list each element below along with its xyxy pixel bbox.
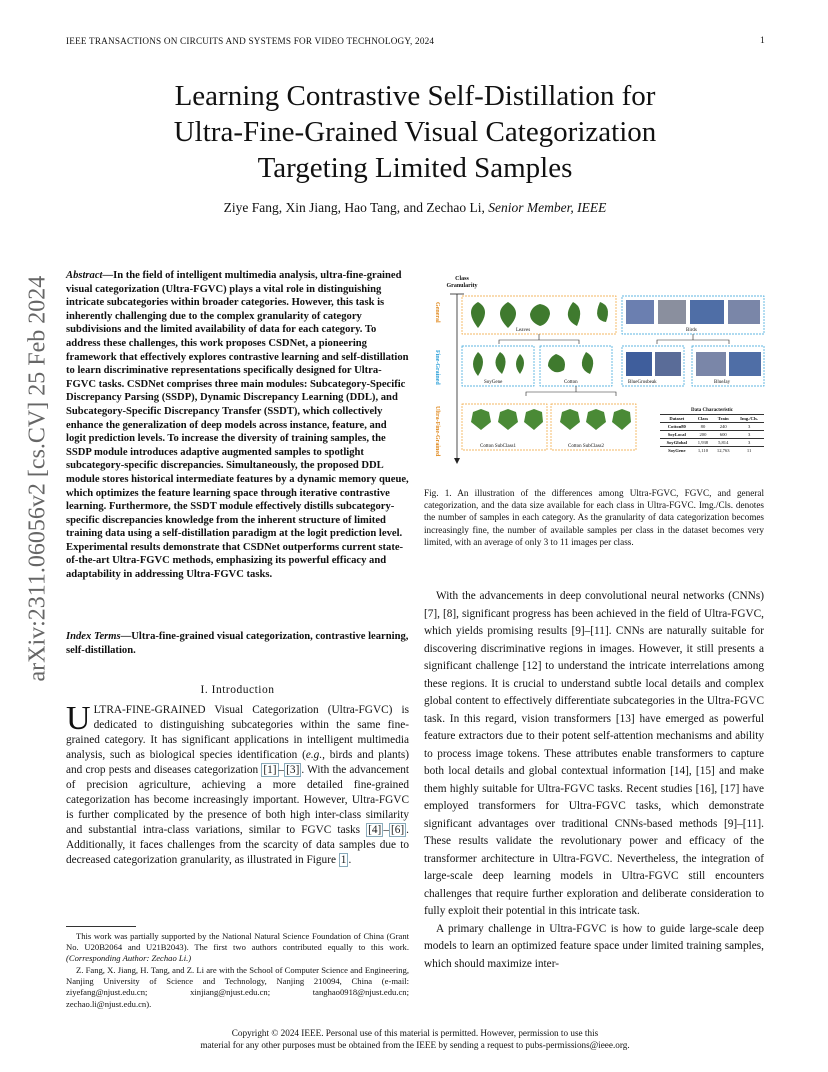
title-line-1: Learning Contrastive Self-Distillation for — [174, 80, 656, 112]
label-leaves: Leaves — [516, 328, 531, 333]
paragraph-challenge: A primary challenge in Ultra-FGVC is how to guide large-scale deep models to learn an optimized feature space under limited training samples, which should maximize inter- — [424, 922, 764, 970]
table-cell: 3 — [734, 423, 764, 431]
citation-dash: – — [278, 764, 285, 776]
footnote-rule — [66, 926, 136, 927]
figure-1 — [428, 272, 768, 467]
level-fine-grained: Fine-Grained — [434, 350, 440, 385]
title-line-3: Targeting Limited Samples — [257, 152, 573, 184]
figure-caption: Fig. 1. An illustration of the differences among Ultra-FGVC, FGVC, and general categorization, and the data size available for each class in Ultra-FGVC. Img./Cls. denotes the number of samples in each category. As the granularity of data categorization becomes increasingly fine, the number of available samples per class in the dataset becomes very limited, with an average of only 3 to 11 images per class. — [424, 488, 764, 547]
label-soygene: SoyGene — [484, 380, 503, 385]
footnote-support — [66, 931, 409, 965]
abstract-text: —In the field of intelligent multimedia analysis, ultra-fine-grained visual categorization (Ultra-FGVC) plays a vital role in distinguishing intricate subcategories within broader categories. However, this task is inherently challenging due to the complex granularity of category subdivisions and the limited availability of data for each category. To address these challenges, this work proposes CSDNet, a pioneering framework that effectively explores contrastive learning and self-distillation to learn discriminative representations specifically designed for Ultra-FGVC tasks. CSDNet comprises three main modules: Subcategory-Specific Discrepancy Parsing (SSDP), Dynamic Discrepancy Learning (DDL), and Subcategory-Specific Discrepancy Transfer (SSDT), which collectively enhance the generalization of deep models across instance, feature, and logit prediction levels. To increase the diversity of training samples, the SSDP module introduces adaptive augmented samples to spotlight subcategory-specific discrepancies. Simultaneously, the proposed DDL module stores historical intermediate features by a dynamic memory queue, which optimizes the feature learning space through iterative contrastive learning. Furthermore, the SSDT module effectively distills subcategory-specific discrepancies knowledge from the inherent structure of limited training data using a self-distillation paradigm at the logit prediction level. Experimental results demonstrate that CSDNet outperforms current state-of-the-art Ultra-FGVC methods, emphasizing its powerful efficacy and adaptability in addressing Ultra-FGVC tasks. — [66, 270, 409, 581]
level-ultra: Ultra-Fine-Grained — [434, 406, 440, 457]
table-cell: 5,814 — [712, 439, 734, 447]
label-cotton: Cotton — [564, 380, 578, 385]
table-cell: 1,110 — [694, 447, 713, 455]
table-header-cell: Train — [712, 415, 734, 423]
label-birds: Birds — [686, 328, 697, 333]
label-bluejay: BlueJay — [714, 380, 731, 385]
intro-eg: e.g., — [305, 749, 325, 761]
table-cell: 80 — [694, 423, 713, 431]
arxiv-sidebar — [18, 275, 58, 682]
intro-text: birds and plants) and crop pests and diseases categorization — [66, 749, 409, 776]
footnote-affiliation-text: Z. Fang, X. Jiang, H. Tang, and Z. Li are with the School of Computer Science and Engineering, Nanjing University of Science and Technology, Nanjing 210094, China (e-mail: ziyefang@njust.edu.cn; xinjiang@njust.edu.cn; tanghao0918@njust.edu.cn; zechao.li@njust.edu.cn). — [66, 965, 409, 1009]
copyright-line-2: material for any other purposes must be obtained from the IEEE by sending a request to pubs-permissions@ieee.org. — [200, 1040, 630, 1050]
author-list — [90, 200, 740, 216]
index-terms — [66, 630, 409, 657]
citation-link[interactable]: [4] — [368, 824, 382, 836]
intro-text: . With the advancement of precision agriculture, achieving a more detailed fine-grained categorization has become increasingly important. However, Ultra-FGVC is further complicated by the presence of both high inter-class similarity and substantial intra-class variations, similar to FGVC tasks — [66, 764, 409, 836]
table-header-cell: Dataset — [660, 415, 694, 423]
table-cell: SoyLocal — [660, 431, 694, 439]
citation-link[interactable]: [1] — [263, 764, 277, 776]
intro-text: . — [348, 854, 352, 866]
section-heading: I. Introduction — [200, 684, 275, 696]
level-general: General — [434, 302, 440, 323]
table-cell: 200 — [694, 431, 713, 439]
figure-link[interactable]: 1 — [340, 854, 347, 866]
table-cell: 3 — [734, 439, 764, 447]
right-column-text — [424, 588, 764, 973]
intro-text: LTRA-FINE-GRAINED Visual Categorization (Ultra-FGVC) is dedicated to distinguishing subcategories within the same fine-grained category. It has significant applications in intelligent multimedia analysis, such as biological species identification ( — [66, 704, 409, 761]
paper-title — [90, 78, 740, 186]
index-terms-label: Index Terms — [66, 631, 121, 642]
table-cell: 11 — [734, 447, 764, 455]
label-subclass2: Cotton SubClass2 — [568, 444, 604, 449]
table-cell: SoyGlobal — [660, 439, 694, 447]
intro-text: . Additionally, it faces challenges from the scarcity of data samples due to decreased categorization granularity, as illustrated in Figure — [66, 824, 409, 866]
table-header-cell: Class — [694, 415, 713, 423]
footnote-corresponding: (Corresponding Author: Zechao Li.) — [66, 953, 192, 964]
label-bluegrosbeak: BlueGrosbeak — [628, 380, 657, 385]
table-row — [660, 431, 764, 439]
table-cell: 240 — [712, 423, 734, 431]
copyright-notice — [90, 1027, 740, 1051]
author-role: Senior Member, IEEE — [488, 200, 607, 215]
table-row — [660, 423, 764, 431]
intro-paragraph — [66, 700, 409, 868]
arxiv-identifier: arXiv:2311.06056v2 [cs.CV] 25 Feb 2024 — [24, 275, 51, 682]
table-row — [660, 439, 764, 447]
table-cell: 1,938 — [694, 439, 713, 447]
running-header: IEEE TRANSACTIONS ON CIRCUITS AND SYSTEMS FOR VIDEO TECHNOLOGY, 2024 — [66, 36, 435, 46]
data-characteristic-table — [660, 408, 764, 454]
paragraph-cnn: With the advancements in deep convolutional neural networks (CNNs) [7], [8], significant progress has been achieved in the field of Ultra-FGVC, which yields promising results [9]–[11]. CNNs are naturally suitable for discovering discriminative regions in images. However, it still presents a significant challenge [12] to understand the intricate interrelations among these regions. It is crucial to understand subtle local details and complex global content to effectively differentiate subcategories in the Ultra-FGVC task. In this regard, vision transformers [13] have emerged as powerful feature extractors due to their potent self-attention mechanisms and ability to process image tokens. These attributes enable transformers to capture both local details and global contextual information [14], [15] and make them highly suitable for Ultra-FGVC tasks. Recent studies [16], [17] have employed transformers for Ultra-FGVC tasks, which demonstrate significant advantages over traditional CNNs-based methods [9]–[11]. These results validate the revolutionary power and efficacy of the transformer architecture in Ultra-FGVC. Nevertheless, the integration of large-scale deep learning models in Ultra-FGVC still encounters challenges that require further exploration and deliberate consideration to fully exploit their potential in this intricate task. — [424, 590, 764, 917]
drop-cap: U — [66, 700, 91, 737]
granularity-axis-label: Class Granularity — [446, 276, 478, 289]
page-number: 1 — [760, 36, 765, 46]
label-subclass1: Cotton SubClass1 — [480, 444, 516, 449]
index-terms-text: —Ultra-fine-grained visual categorization, contrastive learning, self-distillation. — [66, 631, 409, 656]
copyright-line-1: Copyright © 2024 IEEE. Personal use of this material is permitted. However, permission to use this — [231, 1028, 599, 1038]
table-cell: 3 — [734, 431, 764, 439]
citation-link[interactable]: [3] — [286, 764, 300, 776]
table-cell: 600 — [712, 431, 734, 439]
footnote-support-text: This work was partially supported by the National Natural Science Foundation of China (Grant No. U20B2064 and U21B2043). The first two authors contributed equally to this work. — [66, 931, 409, 953]
table-row — [660, 447, 764, 455]
abstract — [66, 269, 409, 582]
citation-link[interactable]: [6] — [390, 824, 405, 836]
table-cell: Cotton80 — [660, 423, 694, 431]
footnote-affiliation — [66, 965, 409, 1010]
abstract-label: Abstract — [66, 270, 103, 281]
citation-dash: – — [383, 824, 389, 836]
title-line-2: Ultra-Fine-Grained Visual Categorization — [173, 116, 657, 148]
table-title: Data Characteristic — [690, 408, 734, 413]
table-cell: SoyGene — [660, 447, 694, 455]
table-cell: 12,763 — [712, 447, 734, 455]
author-names: Ziye Fang, Xin Jiang, Hao Tang, and Zechao Li, — [223, 200, 485, 215]
table-header-cell: Img./Cls. — [734, 415, 764, 423]
